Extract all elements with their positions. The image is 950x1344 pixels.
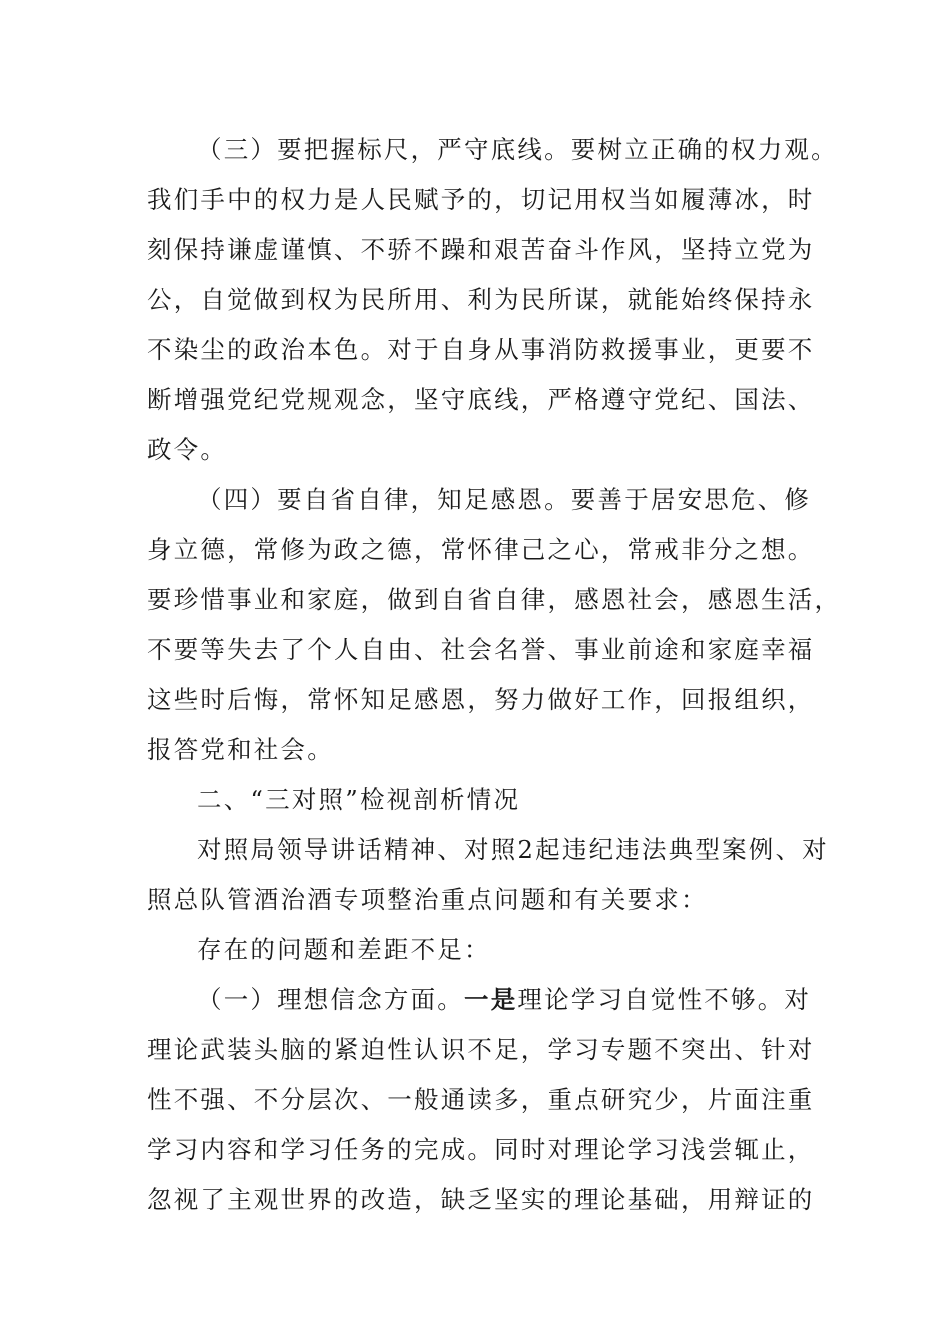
paragraph-line: 公，自觉做到权为民所用、利为民所谋，就能始终保持永 (147, 285, 815, 314)
paragraph-line: 理论武装头脑的紧迫性认识不足，学习专题不突出、针对 (147, 1035, 815, 1064)
paragraph-line: 政令。 (147, 435, 228, 464)
paragraph-line (197, 980, 811, 1020)
paragraph-line: 性不强、不分层次、一般通读多，重点研究少，片面注重 (147, 1085, 815, 1114)
paragraph-line: 不要等失去了个人自由、社会名誉、事业前途和家庭幸福 (147, 635, 815, 664)
paragraph-line: 我们手中的权力是人民赋予的，切记用权当如履薄冰，时 (147, 185, 815, 214)
paragraph-line: 这些时后悔，常怀知足感恩，努力做好工作，回报组织， (147, 685, 815, 714)
paragraph-line: 断增强党纪党规观念，坚守底线，严格遵守党纪、国法、 (147, 385, 815, 414)
paragraph-line: 报答党和社会。 (147, 735, 334, 764)
paragraph-line: 忽视了主观世界的改造，缺乏坚实的理论基础，用辩证的 (147, 1185, 815, 1214)
item-heading: （一）理想信念方面。 (197, 985, 464, 1014)
paragraph-line: 对照局领导讲话精神、对照2起违纪违法典型案例、对 (197, 835, 829, 864)
paragraph-line: 要珍惜事业和家庭，做到自省自律，感恩社会，感恩生活， (147, 585, 842, 614)
bold-marker: 一是 (464, 985, 518, 1014)
item-text: 理论学习自觉性不够。对 (517, 985, 812, 1014)
paragraph-line: 不染尘的政治本色。对于自身从事消防救援事业，更要不 (147, 335, 815, 364)
paragraph-line: 学习内容和学习任务的完成。同时对理论学习浅尝辄止， (147, 1135, 815, 1164)
paragraph-line: 照总队管酒治酒专项整治重点问题和有关要求： (147, 885, 708, 914)
paragraph-line: （四）要自省自律，知足感恩。要善于居安思危、修 (197, 485, 812, 514)
section-heading: 二、“三对照”检视剖析情况 (197, 785, 521, 814)
paragraph-line: 刻保持谦虚谨慎、不骄不躁和艰苦奋斗作风，坚持立党为 (147, 235, 815, 264)
paragraph-line: （三）要把握标尺，严守底线。要树立正确的权力观。 (197, 135, 838, 164)
paragraph-line: 身立德，常修为政之德，常怀律己之心，常戒非分之想。 (147, 535, 815, 564)
paragraph-line: 存在的问题和差距不足： (197, 935, 491, 964)
